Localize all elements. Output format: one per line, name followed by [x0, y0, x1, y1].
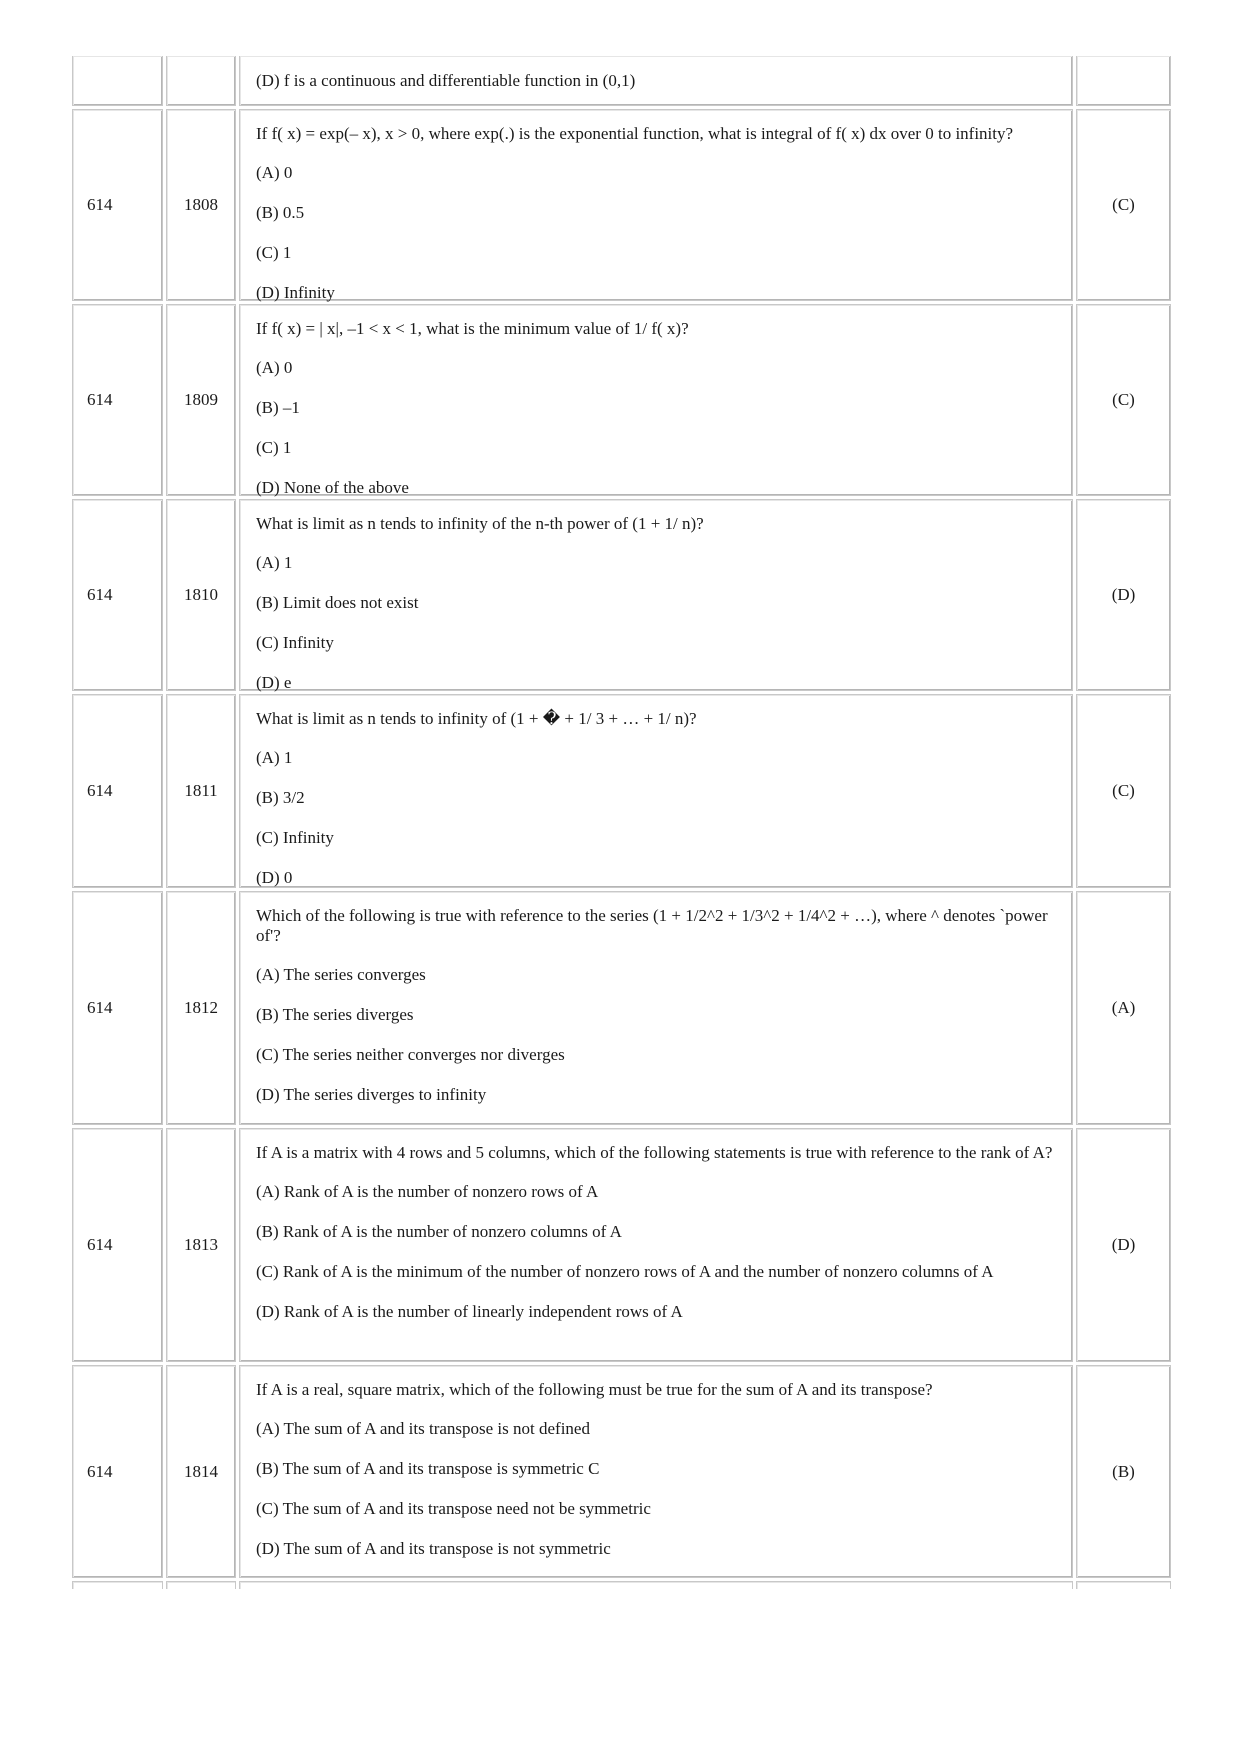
option: (C) The series neither converges nor diverges [256, 1045, 565, 1064]
option: (B) The series diverges [256, 1005, 414, 1024]
question-text: If A is a real, square matrix, which of the following must be true for the sum of A and its transpose? [256, 1380, 933, 1399]
answer-cell: (C) [1076, 109, 1171, 301]
table-row [72, 499, 1174, 691]
table-row [72, 304, 1174, 496]
question-text: If f( x) = | x|, –1 < x < 1, what is the minimum value of 1/ f( x)? [256, 319, 689, 338]
answer-cell: (B) [1076, 1365, 1171, 1578]
question-number-cell: 1808 [166, 109, 236, 301]
answer-cell: (D) [1076, 1128, 1171, 1362]
option: (A) Rank of A is the number of nonzero rows of A [256, 1182, 599, 1201]
option: (B) The sum of A and its transpose is symmetric C [256, 1459, 600, 1478]
paper-code-cell: 614 [72, 499, 163, 691]
question-table [72, 56, 1174, 1592]
question-text: What is limit as n tends to infinity of (1 + � + 1/ 3 + … + 1/ n)? [256, 709, 697, 728]
option: (D) 0 [256, 868, 293, 887]
option: (D) f is a continuous and differentiable function in (0,1) [256, 71, 636, 90]
table-row [72, 1365, 1174, 1578]
table-row [72, 891, 1174, 1125]
question-text: If A is a matrix with 4 rows and 5 columns, which of the following statements is true with reference to the rank of A? [256, 1143, 1053, 1162]
option: (A) The sum of A and its transpose is not defined [256, 1419, 590, 1438]
option: (C) Rank of A is the minimum of the number of nonzero rows of A and the number of nonzero columns of A [256, 1262, 994, 1281]
question-cell [239, 891, 1073, 1125]
question-number-cell [166, 1581, 236, 1589]
paper-code-cell [72, 1581, 163, 1589]
option: (C) Infinity [256, 828, 334, 847]
table-row [72, 1128, 1174, 1362]
question-cell [239, 56, 1073, 106]
question-number-cell: 1810 [166, 499, 236, 691]
option: (B) 0.5 [256, 203, 305, 222]
paper-code-cell: 614 [72, 109, 163, 301]
answer-cell [1076, 56, 1171, 106]
question-cell [239, 109, 1073, 301]
option: (C) 1 [256, 438, 292, 457]
table-row-continued [72, 1581, 1174, 1589]
question-number-cell: 1809 [166, 304, 236, 496]
option: (D) The sum of A and its transpose is not symmetric [256, 1539, 611, 1558]
option: (D) e [256, 673, 292, 692]
table-row [72, 56, 1174, 106]
option: (A) 0 [256, 163, 293, 182]
question-number-cell: 1813 [166, 1128, 236, 1362]
question-number-cell [166, 56, 236, 106]
option: (A) The series converges [256, 965, 426, 984]
option: (A) 1 [256, 748, 293, 767]
answer-cell: (C) [1076, 694, 1171, 888]
paper-code-cell: 614 [72, 1365, 163, 1578]
question-number-cell: 1814 [166, 1365, 236, 1578]
answer-cell [1076, 1581, 1171, 1589]
option: (B) Rank of A is the number of nonzero columns of A [256, 1222, 622, 1241]
answer-cell: (A) [1076, 891, 1171, 1125]
paper-code-cell: 614 [72, 694, 163, 888]
option: (B) 3/2 [256, 788, 305, 807]
paper-code-cell: 614 [72, 1128, 163, 1362]
option: (B) Limit does not exist [256, 593, 419, 612]
option: (D) None of the above [256, 478, 409, 497]
question-cell [239, 694, 1073, 888]
question-text: What is limit as n tends to infinity of the n-th power of (1 + 1/ n)? [256, 514, 704, 533]
table-row [72, 109, 1174, 301]
answer-cell: (D) [1076, 499, 1171, 691]
option: (C) The sum of A and its transpose need not be symmetric [256, 1499, 651, 1518]
option: (D) The series diverges to infinity [256, 1085, 487, 1104]
question-text: If f( x) = exp(– x), x > 0, where exp(.) is the exponential function, what is integral of f( x) dx over 0 to infinity? [256, 124, 1014, 143]
option: (D) Infinity [256, 283, 335, 302]
option: (D) Rank of A is the number of linearly independent rows of A [256, 1302, 683, 1321]
question-text: Which of the following is true with reference to the series (1 + 1/2^2 + 1/3^2 + 1/4^2 + …), where ^ denotes `power of'? [256, 906, 1048, 945]
option: (C) 1 [256, 243, 292, 262]
question-cell [239, 499, 1073, 691]
table-row [72, 694, 1174, 888]
paper-code-cell [72, 56, 163, 106]
answer-cell: (C) [1076, 304, 1171, 496]
option: (B) –1 [256, 398, 300, 417]
paper-code-cell: 614 [72, 304, 163, 496]
option: (C) Infinity [256, 633, 334, 652]
paper-code-cell: 614 [72, 891, 163, 1125]
question-cell [239, 304, 1073, 496]
option: (A) 0 [256, 358, 293, 377]
question-number-cell: 1812 [166, 891, 236, 1125]
option: (A) 1 [256, 553, 293, 572]
question-cell [239, 1581, 1073, 1589]
question-number-cell: 1811 [166, 694, 236, 888]
question-cell [239, 1128, 1073, 1362]
question-cell [239, 1365, 1073, 1578]
